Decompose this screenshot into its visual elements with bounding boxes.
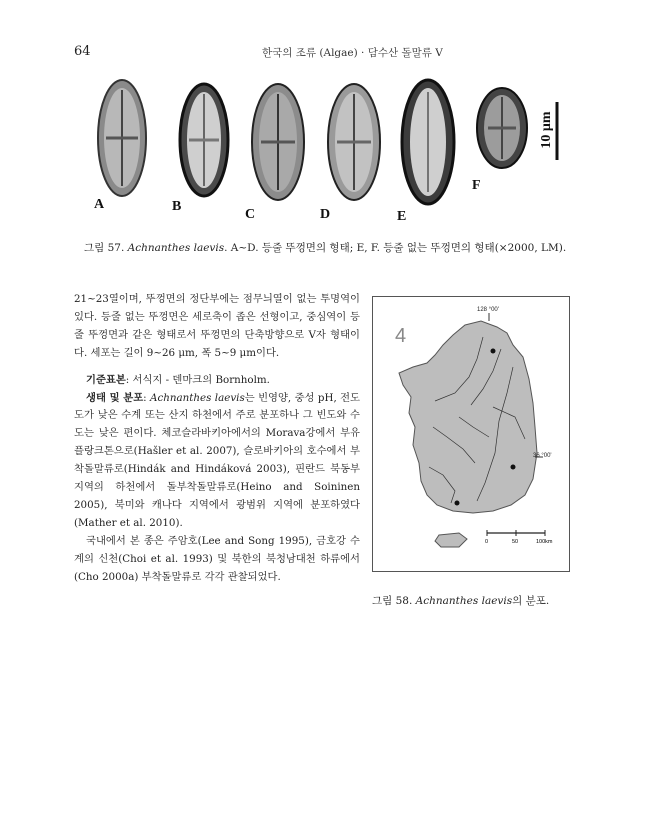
peninsula-shape xyxy=(399,321,537,513)
running-title: 한국의 조류 (Algae) · 담수산 돌말류 V xyxy=(262,47,443,59)
panel-label-c: C xyxy=(245,207,256,222)
valve-f xyxy=(477,88,527,168)
figure-58-species: Achnanthes laevis xyxy=(415,595,513,607)
panel-label-a: A xyxy=(94,197,105,212)
map-figure xyxy=(373,297,569,571)
figure-57-text: . A~D. 등줄 뚜껑면의 형태; E, F. 등줄 없는 뚜껑면의 형태(×2000, LM). xyxy=(224,242,567,254)
ecology-colon: : xyxy=(143,391,151,404)
map-scale-100: 100km xyxy=(536,539,553,545)
longitude-label: 128 °00' xyxy=(477,307,499,313)
figure-57-species: Achnanthes laevis xyxy=(127,242,225,254)
ecology-species: Achnanthes laevis xyxy=(150,391,245,404)
valve-e xyxy=(402,80,454,204)
ecology-text: 는 빈영양, 중성 pH, 전도도가 낮은 수계 또는 산지 하천에서 주로 분포하나 그 빈도와 수도는 낮은 편이다. 체코슬라바키아에서의 Morava강에서 부유 플랑크톤으로(Hašler et al. 2007), 슬로바키아의 호수에서 부착돌말류로(Hindák and Hindáková 2003), 핀란드 북동부 지역의 하천에서 돌부착돌말류로(Heino and Soininen 2005), 북미와 캐나다 지역에서 광범위 지역에 분포하였다(Mather et al. 2010). xyxy=(74,391,361,529)
paragraph-type-specimen xyxy=(74,372,360,390)
valve-d xyxy=(328,84,380,200)
panel-label-d: D xyxy=(320,207,331,222)
figure-58-prefix: 그림 58. xyxy=(372,595,416,607)
map-scale-50: 50 xyxy=(512,539,519,545)
ecology-label: 생태 및 분포 xyxy=(86,391,144,404)
paragraph-description: 21~23열이며, 뚜껑면의 정단부에는 점무늬열이 없는 투명역이 있다. 등줄 없는 뚜껑면은 세로축이 좁은 선형이고, 중심역이 등줄 뚜껑면과 같은 형태로서 뚜껑면의 단축방향으로 V자 형태이다. 세포는 길이 9~26 μm, 폭 5~9 μm이다. xyxy=(74,293,360,359)
type-specimen-text: : 서식지 - 덴마크의 Bornholm. xyxy=(125,373,270,386)
figure-58-text: 의 분포. xyxy=(512,595,550,607)
page-number: 64 xyxy=(74,44,91,59)
latitude-label: 36 °00' xyxy=(533,453,552,459)
map-scale-0: 0 xyxy=(485,539,489,545)
valve-c xyxy=(252,84,304,200)
body-text xyxy=(74,291,360,587)
figure-57-prefix: 그림 57. xyxy=(84,242,128,254)
panel-label-f: F xyxy=(472,178,481,193)
figure-57-caption xyxy=(84,240,584,255)
type-specimen-label: 기준표본 xyxy=(86,373,126,386)
valve-a xyxy=(98,80,146,196)
corner-mark: 4 xyxy=(395,325,407,347)
micrograph-plate xyxy=(88,78,572,228)
figure-58-caption xyxy=(372,593,549,608)
valve-b xyxy=(180,84,228,196)
jeju-island xyxy=(435,533,467,547)
scale-label: 10 μm xyxy=(539,111,554,149)
panel-label-e: E xyxy=(397,209,407,224)
paragraph-korea: 국내에서 본 종은 주암호(Lee and Song 1995), 금호강 수계의 신천(Choi et al. 1993) 및 북한의 북청남대천 하류에서(Cho 2000a) 부착돌말류로 각각 관찰되었다. xyxy=(74,534,360,583)
paragraph-ecology xyxy=(74,390,360,533)
panel-label-b: B xyxy=(172,199,182,214)
map-scale-bar xyxy=(485,530,553,545)
distribution-map xyxy=(372,296,570,572)
